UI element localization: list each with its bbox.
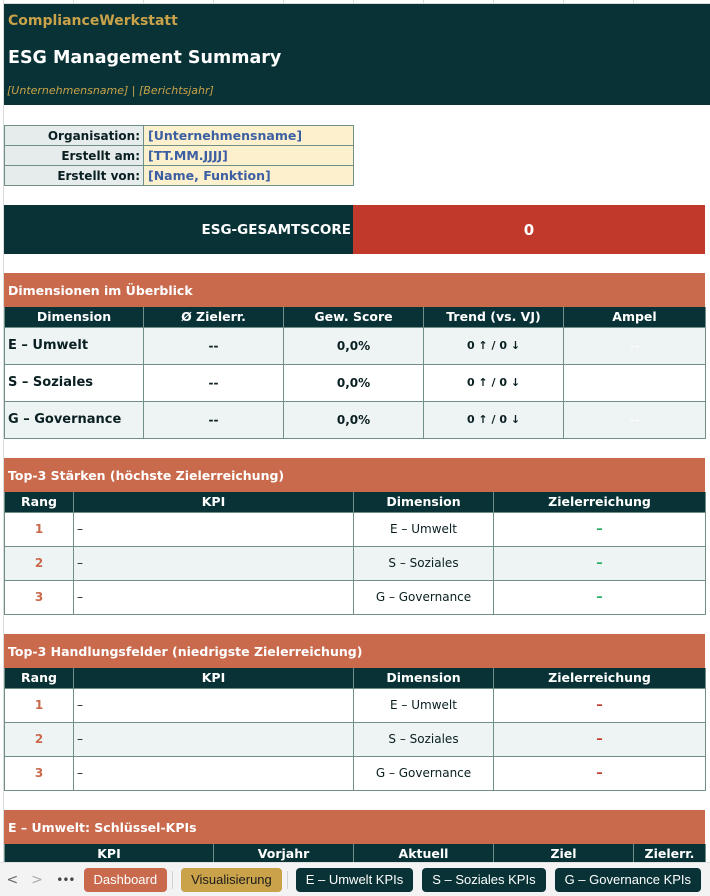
- meta-row-created-on: [5, 146, 354, 166]
- created-on-field[interactable]: [TT.MM.JJJJ]: [144, 146, 354, 166]
- tab-visualisierung[interactable]: Visualisierung: [181, 868, 282, 892]
- column-header: Dimension: [354, 492, 494, 512]
- achievement[interactable]: –: [494, 512, 706, 546]
- tab-e-umwelt-kpis[interactable]: E – Umwelt KPIs: [296, 868, 414, 892]
- organisation-field[interactable]: [Unternehmensname]: [144, 126, 354, 146]
- created-by-field[interactable]: [Name, Funktion]: [144, 166, 354, 186]
- achievement[interactable]: –: [494, 688, 706, 722]
- column-header: Trend (vs. VJ): [424, 307, 564, 327]
- column-header: Gew. Score: [284, 307, 424, 327]
- column-header: Vorjahr: [214, 844, 354, 862]
- weighted-score[interactable]: 0,0%: [284, 327, 424, 364]
- rank[interactable]: 1: [5, 512, 74, 546]
- section-title-action-fields: Top-3 Handlungsfelder (niedrigste Zielerreichung): [4, 634, 705, 668]
- column-header: Ampel: [564, 307, 706, 327]
- column-header: KPI: [74, 492, 354, 512]
- rank[interactable]: 1: [5, 688, 74, 722]
- table-row: [5, 512, 706, 546]
- table-header-row: [5, 307, 706, 327]
- strengths-table: [4, 492, 706, 615]
- dimension[interactable]: G – Governance: [354, 756, 494, 790]
- dimensions-table: [4, 307, 706, 439]
- tab-s-soziales-kpis[interactable]: S – Soziales KPIs: [422, 868, 545, 892]
- avg-achievement[interactable]: --: [144, 364, 284, 401]
- table-row: [5, 364, 706, 401]
- page-title: ESG Management Summary: [8, 48, 282, 68]
- tab-divider: [287, 871, 288, 889]
- column-header: Aktuell: [354, 844, 494, 862]
- action-fields-table: [4, 668, 706, 791]
- table-header-row: [5, 492, 706, 512]
- meta-label: Organisation:: [5, 126, 144, 146]
- rank[interactable]: 3: [5, 580, 74, 614]
- achievement[interactable]: –: [494, 756, 706, 790]
- column-header: KPI: [74, 668, 354, 688]
- section-title-dimensions: Dimensionen im Überblick: [4, 273, 705, 307]
- section-title-strengths: Top-3 Stärken (höchste Zielerreichung): [4, 458, 705, 492]
- avg-achievement[interactable]: --: [144, 327, 284, 364]
- traffic-light[interactable]: --: [564, 327, 706, 364]
- brand-name: ComplianceWerkstatt: [8, 13, 178, 29]
- kpi-name[interactable]: –: [74, 688, 354, 722]
- achievement[interactable]: –: [494, 580, 706, 614]
- meta-label: Erstellt von:: [5, 166, 144, 186]
- rank[interactable]: 2: [5, 546, 74, 580]
- meta-row-created-by: [5, 166, 354, 186]
- weighted-score[interactable]: 0,0%: [284, 364, 424, 401]
- dimension-name[interactable]: G – Governance: [5, 401, 144, 438]
- table-row: [5, 722, 706, 756]
- dimension[interactable]: E – Umwelt: [354, 512, 494, 546]
- achievement[interactable]: –: [494, 546, 706, 580]
- meta-row-organisation: [5, 126, 354, 146]
- table-row: [5, 756, 706, 790]
- tab-divider: [172, 871, 173, 889]
- kpi-name[interactable]: –: [74, 756, 354, 790]
- column-header: Zielerr.: [634, 844, 706, 862]
- traffic-light[interactable]: --: [564, 401, 706, 438]
- column-header: Ø Zielerr.: [144, 307, 284, 327]
- table-row: [5, 327, 706, 364]
- tab-g-governance-kpis[interactable]: G – Governance KPIs: [555, 868, 701, 892]
- column-header: KPI: [5, 844, 214, 862]
- column-header: Zielerreichung: [494, 668, 706, 688]
- prev-sheet-button[interactable]: <: [6, 871, 19, 888]
- dimension[interactable]: S – Soziales: [354, 546, 494, 580]
- rank[interactable]: 3: [5, 756, 74, 790]
- meta-label: Erstellt am:: [5, 146, 144, 166]
- kpi-name[interactable]: –: [74, 512, 354, 546]
- column-header: Dimension: [5, 307, 144, 327]
- dimension[interactable]: S – Soziales: [354, 722, 494, 756]
- kpi-name[interactable]: –: [74, 580, 354, 614]
- dimension[interactable]: G – Governance: [354, 580, 494, 614]
- column-header: Dimension: [354, 668, 494, 688]
- column-header: Zielerreichung: [494, 492, 706, 512]
- table-header-row: [5, 668, 706, 688]
- dimension-name[interactable]: S – Soziales: [5, 364, 144, 401]
- section-title-env-kpis: E – Umwelt: Schlüssel-KPIs: [4, 810, 705, 844]
- trend[interactable]: 0 ↑ / 0 ↓: [424, 401, 564, 438]
- traffic-light[interactable]: [564, 364, 706, 401]
- esg-total-score: [4, 205, 705, 254]
- rank[interactable]: 2: [5, 722, 74, 756]
- table-row: [5, 546, 706, 580]
- dimension[interactable]: E – Umwelt: [354, 688, 494, 722]
- sheet-tab-bar: [0, 862, 710, 896]
- tab-dashboard[interactable]: Dashboard: [84, 868, 168, 892]
- table-row: [5, 580, 706, 614]
- table-row: [5, 401, 706, 438]
- header-banner: [4, 4, 710, 105]
- table-header-row: [5, 844, 706, 862]
- meta-table: [4, 125, 354, 186]
- weighted-score[interactable]: 0,0%: [284, 401, 424, 438]
- more-sheets-button[interactable]: •••: [56, 872, 75, 887]
- dimension-name[interactable]: E – Umwelt: [5, 327, 144, 364]
- avg-achievement[interactable]: --: [144, 401, 284, 438]
- trend[interactable]: 0 ↑ / 0 ↓: [424, 327, 564, 364]
- trend[interactable]: 0 ↑ / 0 ↓: [424, 364, 564, 401]
- kpi-name[interactable]: –: [74, 722, 354, 756]
- env-kpis-table: [4, 844, 706, 862]
- score-label: ESG-GESAMTSCORE: [4, 205, 353, 254]
- score-value: 0: [353, 205, 705, 254]
- page-subtitle: [Unternehmensname] | [Berichtsjahr]: [7, 84, 214, 97]
- kpi-name[interactable]: –: [74, 546, 354, 580]
- column-header: Ziel: [494, 844, 634, 862]
- column-header: Rang: [5, 668, 74, 688]
- column-header: Rang: [5, 492, 74, 512]
- next-sheet-button[interactable]: >: [31, 871, 43, 888]
- table-row: [5, 688, 706, 722]
- achievement[interactable]: –: [494, 722, 706, 756]
